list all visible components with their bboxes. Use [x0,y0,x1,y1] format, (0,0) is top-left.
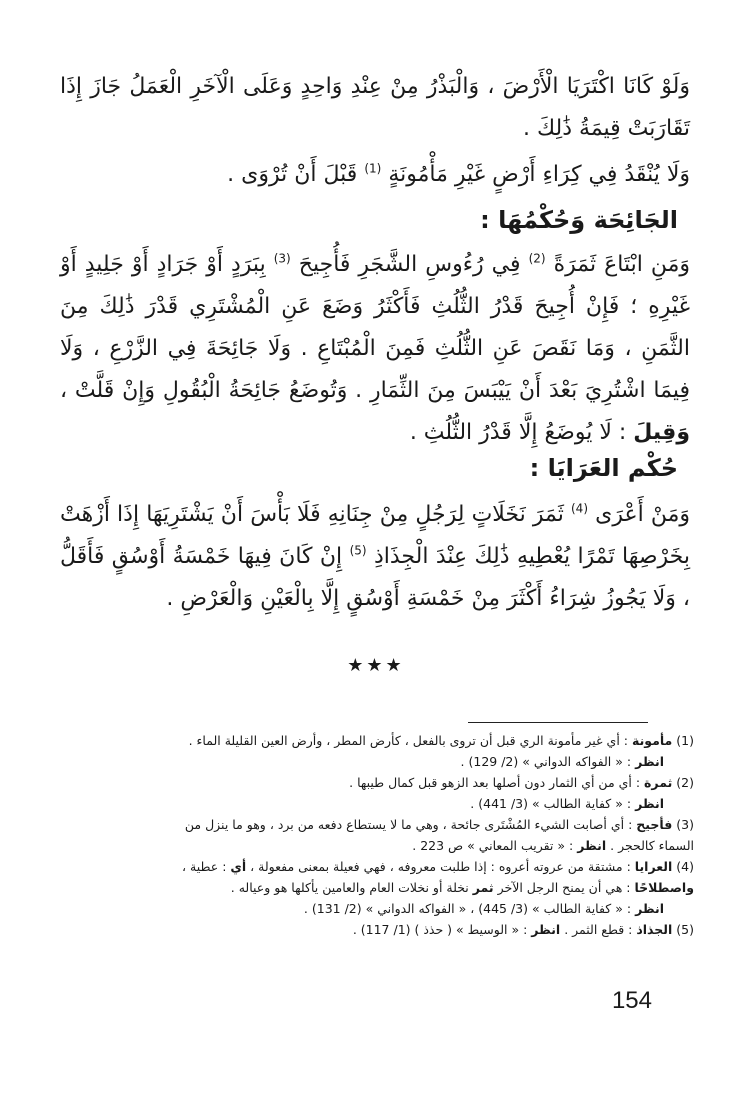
section-separator: ★★★ [347,655,405,676]
footnote-4 [60,856,694,877]
paragraph-calamity-ruling [60,244,690,454]
footnote-2-reference [60,793,694,814]
footnote-text: : أي أصابت الشيء المُشْتَرى جائحة ، وهي ما لا يستطاع دفعه من برد ، وهو ما ينزل من [184,817,633,832]
paragraph-text: : لَا يُوضَعُ إِلَّا قَدْرُ الثُّلُثِ . [409,420,627,445]
paragraph-text: فِي رُءُوسِ الشَّجَرِ فَأُجِيحَ [298,252,521,277]
footnote-3 [60,814,694,835]
footnote-bold-word: أي [230,859,247,874]
footnote-bold-word: واصطلاحًا [634,880,694,895]
footnote-ref-text: : « الفواكه الدواني » (2/ 129) . [460,754,632,769]
footnote-term: ثمرة [644,775,673,790]
page-number: 154 [611,987,652,1014]
paragraph-araya-ruling [60,494,690,620]
footnote-number: (5) [676,922,694,937]
footnote-reference-1: (1) [364,161,382,176]
footnote-text: : أي غير مأمونة الري قبل أن تروى بالفعل ، كأرض المطر ، وأرض العين القليلة الماء . [188,733,628,748]
footnote-ref-label: انظر [531,922,561,937]
paragraph-text: بِبَرَدٍ أَوْ جَرَادٍ أَوْ جَلِيدٍ أَوْ غَيْرِهِ ؛ فَإِنْ أُجِيحَ قَدْرُ الثُّلُثِ فَأَكْثَرُ وَضَعَ عَنِ الْمُشْتَرِي قَدْرَ ذَٰلِكَ مِنَ الثَّمَنِ ، وَمَا نَقَصَ عَنِ الثُّلُثِ فَمِنَ الْمُبْتَاعِ . وَلَا جَائِحَةَ فِي الزَّرْعِ ، وَلَا فِيمَا اشْتُرِيَ بَعْدَ أَنْ يَيْبَسَ مِنَ الثِّمَارِ . وَتُوضَعُ جَائِحَةُ الْبُقُولِ وَإِنْ قَلَّتْ ، [60,252,690,403]
paragraph-text: قَبْلَ أَنْ تُرْوَى . [227,162,358,187]
footnote-2 [60,772,694,793]
footnote-text: : مشتقة من عروته أعروه : إذا طلبت معروفه ، فهي فعيلة بمعنى مفعولة ، [250,859,631,874]
section-heading-calamity: الجَائِحَة وَحُكْمُهَا : [480,206,678,234]
paragraph-text: وَلَوْ كَانَا اكْتَرَيَا الْأَرْضَ ، وَالْبَذْرُ مِنْ عِنْدِ وَاحِدٍ وَعَلَى الْآخَرِ الْعَمَلُ جَازَ إِذَا تَقَارَبَتْ قِيمَةُ ذَٰلِكَ . [60,74,690,141]
paragraph-text: وَمَنْ أَعْرَى [595,502,690,527]
footnote-ref-text: : « الوسيط » ( حذذ ) (1/ 117) . [352,922,528,937]
footnote-text: : هي أن يمنح الرجل الآخر [497,880,631,895]
paragraph-text: ثَمَرَ نَخَلَاتٍ لِرَجُلٍ مِنْ جِنَانِهِ فَلَا بَأْسَ أَنْ يَشْتَرِيَهَا إِذَا أَزْهَتْ بِخَرْصِهَا تَمْرًا يُعْطِيهِ ذَٰلِكَ عِنْدَ الْجِذَاذِ [60,502,690,569]
paragraph-text: وَلَا يُنْقَدُ فِي كِرَاءِ أَرْضٍ غَيْرِ مَأْمُونَةٍ [388,162,690,187]
footnote-text: : أي من أي الثمار دون أصلها بعد الزهو قبل كمال طيبها . [349,775,641,790]
footnote-ref-label: انظر [635,754,664,769]
footnote-1-reference [60,751,694,772]
paragraph-rental-of-land [60,66,690,150]
footnotes [60,730,694,940]
footnote-term: فأجيح [636,817,673,832]
footnote-number: (1) [676,733,694,748]
footnote-ref-text: : « تقريب المعاني » ص 223 . [412,838,574,853]
footnote-term: الجذاذ [636,922,673,937]
paragraph-advance-payment [60,154,690,196]
footnote-bold-word: ثمر [472,880,494,895]
footnote-ref-text: : « كفاية الطالب » (3/ 445) ، « الفواكه الدواني » (2/ 131) . [303,901,632,916]
footnote-text: نخلة أو نخلات العام والعامين يأكلها هو وعياله . [230,880,469,895]
footnote-1 [60,730,694,751]
footnote-reference-2: (2) [528,251,546,266]
footnote-reference-3: (3) [273,251,291,266]
footnote-3-continued [60,835,694,856]
paragraph-text: وَمَنِ ابْتَاعَ ثَمَرَةً [553,252,690,277]
footnote-number: (2) [676,775,694,790]
footnote-term: العرايا [634,859,673,874]
footnote-reference-5: (5) [349,543,367,558]
footnote-reference-4: (4) [570,501,588,516]
footnote-ref-label: انظر [635,901,664,916]
footnote-text: السماء كالحجر . [610,838,694,853]
footnote-term: مأمونة [631,733,673,748]
footnote-4-reference [60,898,694,919]
footnote-text: : عطية ، [182,859,227,874]
footnote-4-continued [60,877,694,898]
footnote-divider [468,722,648,723]
footnote-ref-text: : « كفاية الطالب » (3/ 441) . [470,796,632,811]
footnote-5 [60,919,694,940]
paragraph-bold-term: وَقِيلَ [633,420,690,445]
footnote-number: (3) [676,817,694,832]
section-heading-araya: حُكْم العَرَايَا : [529,454,678,482]
footnote-number: (4) [676,859,694,874]
footnote-ref-label: انظر [577,838,607,853]
paragraph-text: إِنْ كَانَ فِيهَا خَمْسَةُ أَوْسُقٍ فَأَقَلُّ ، وَلَا يَجُوزُ شِرَاءُ أَكْثَرَ مِنْ خَمْسَةِ أَوْسُقٍ إِلَّا بِالْعَيْنِ وَالْعَرْضِ . [60,544,690,611]
footnote-text: : قطع الثمر . [564,922,633,937]
footnote-ref-label: انظر [635,796,664,811]
